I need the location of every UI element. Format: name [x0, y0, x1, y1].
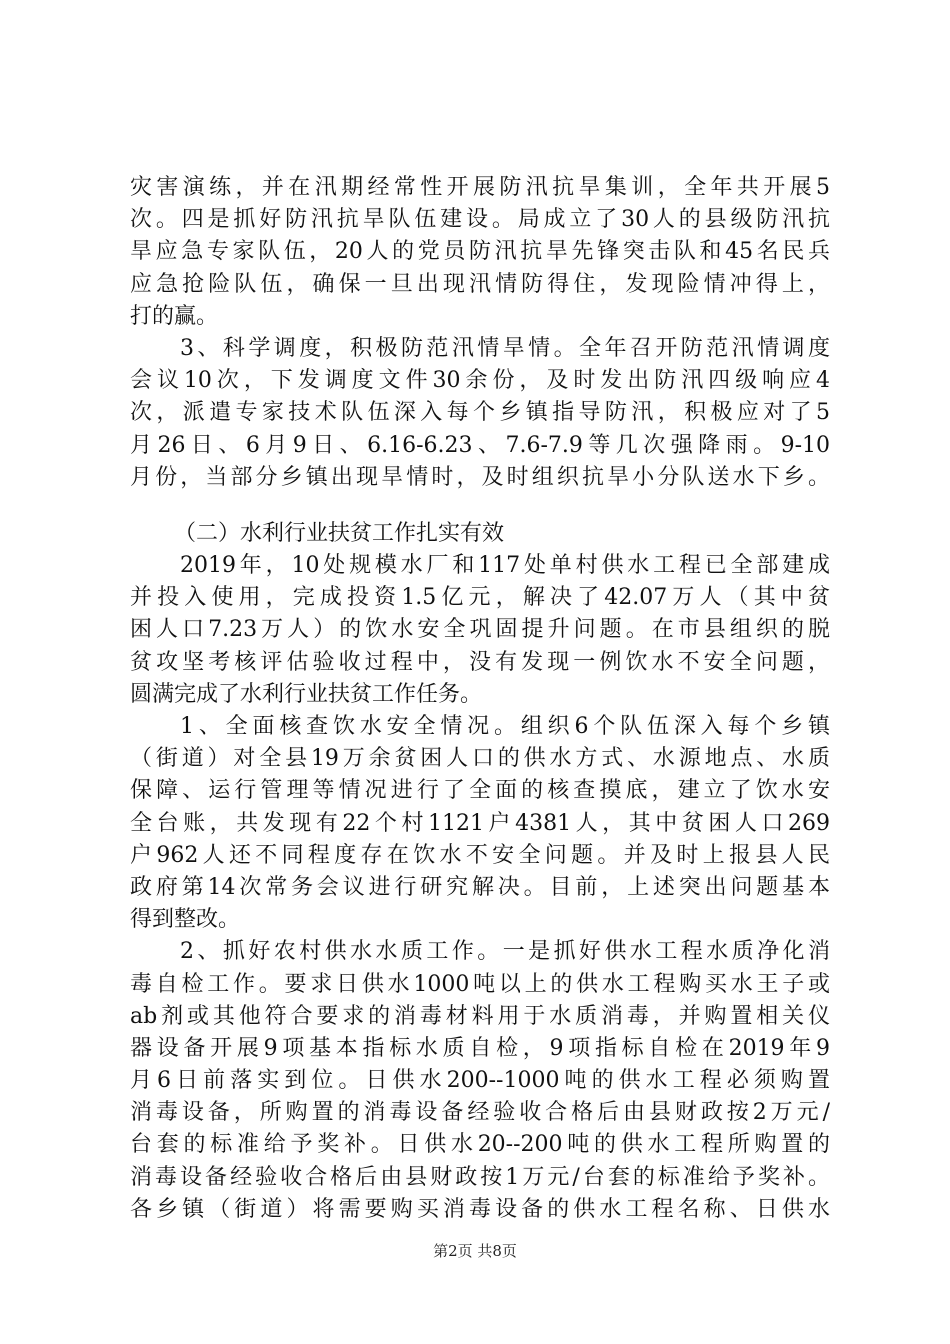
text-line: 全台账，共发现有22个村1121户4381人，其中贫困人口269 — [130, 810, 830, 836]
text-line: 各乡镇（街道）将需要购买消毒设备的供水工程名称、日供水 — [130, 1196, 830, 1222]
page-number-footer: 第2页 共8页 — [433, 1242, 517, 1260]
text-line: 得到整改。 — [130, 907, 241, 933]
text-line: 消毒设备经验收合格后由县财政按1万元/台套的标准给予奖补。 — [130, 1164, 830, 1190]
text-line: 消毒设备，所购置的消毒设备经验收合格后由县财政按2万元/ — [130, 1100, 830, 1126]
paragraph-water-quality — [130, 936, 830, 1226]
text-line: 2019年，10处规模水厂和117处单村供水工程已全部建成 — [180, 553, 830, 579]
text-line: 2、抓好农村供水水质工作。一是抓好供水工程水质净化消 — [180, 939, 830, 965]
text-line: 政府第14次常务会议进行研究解决。目前，上述突出问题基本 — [130, 874, 830, 900]
text-line: （街道）对全县19万余贫困人口的供水方式、水源地点、水质 — [130, 746, 830, 772]
paragraph-water-safety-check — [130, 711, 830, 936]
text-line: 灾害演练，并在汛期经常性开展防汛抗旱集训，全年共开展5 — [130, 175, 830, 200]
text-line: 月6日前落实到位。日供水200--1000吨的供水工程必须购置 — [130, 1068, 830, 1094]
text-line: 月26日、6月9日、6.16-6.23、7.6-7.9等几次强降雨。9-10 — [130, 432, 830, 458]
text-line: 次，派遣专家技术队伍深入每个乡镇指导防汛，积极应对了5 — [130, 400, 830, 426]
text-line: 会议10次，下发调度文件30余份，及时发出防汛四级响应4 — [130, 368, 830, 394]
text-line: 次。四是抓好防汛抗旱队伍建设。局成立了30人的县级防汛抗 — [130, 207, 830, 233]
document-body — [130, 172, 830, 1226]
text-line: 并投入使用，完成投资1.5亿元，解决了42.07万人（其中贫 — [130, 585, 830, 611]
text-line: ab剂或其他符合要求的消毒材料用于水质消毒，并购置相关仪 — [130, 1003, 830, 1029]
text-line: 户962人还不同程度存在饮水不安全问题。并及时上报县人民 — [130, 842, 830, 868]
text-line: 器设备开展9项基本指标水质自检，9项指标自检在2019年9 — [130, 1035, 830, 1061]
paragraph-scientific-dispatch — [130, 333, 830, 494]
text-line: 圆满完成了水利行业扶贫工作任务。 — [130, 681, 483, 707]
text-line: 贫攻坚考核评估验收过程中，没有发现一例饮水不安全问题， — [130, 649, 830, 675]
text-line: 保障、运行管理等情况进行了全面的核查摸底，建立了饮水安 — [130, 778, 830, 804]
text-line: 毒自检工作。要求日供水1000吨以上的供水工程购买水王子或 — [130, 971, 830, 997]
text-line: 打的赢。 — [130, 303, 219, 329]
text-line: 应急抢险队伍，确保一旦出现汛情防得住，发现险情冲得上， — [130, 271, 830, 297]
paragraph-flood-drills — [130, 172, 830, 333]
paragraph-spacer — [130, 494, 830, 518]
text-line: 月份，当部分乡镇出现旱情时，及时组织抗旱小分队送水下乡。 — [130, 464, 830, 490]
text-line: 困人口7.23万人）的饮水安全巩固提升问题。在市县组织的脱 — [130, 617, 830, 643]
text-line: 3、科学调度，积极防范汛情旱情。全年召开防范汛情调度 — [180, 335, 830, 361]
paragraph-poverty-alleviation — [130, 550, 830, 711]
text-line: 1、全面核查饮水安全情况。组织6个队伍深入每个乡镇 — [180, 714, 830, 739]
text-line: 台套的标准给予奖补。日供水20--200吨的供水工程所购置的 — [130, 1132, 830, 1158]
text-line: 旱应急专家队伍，20人的党员防汛抗旱先锋突击队和45名民兵 — [130, 239, 830, 265]
section-heading: （二）水利行业扶贫工作扎实有效 — [174, 520, 505, 546]
